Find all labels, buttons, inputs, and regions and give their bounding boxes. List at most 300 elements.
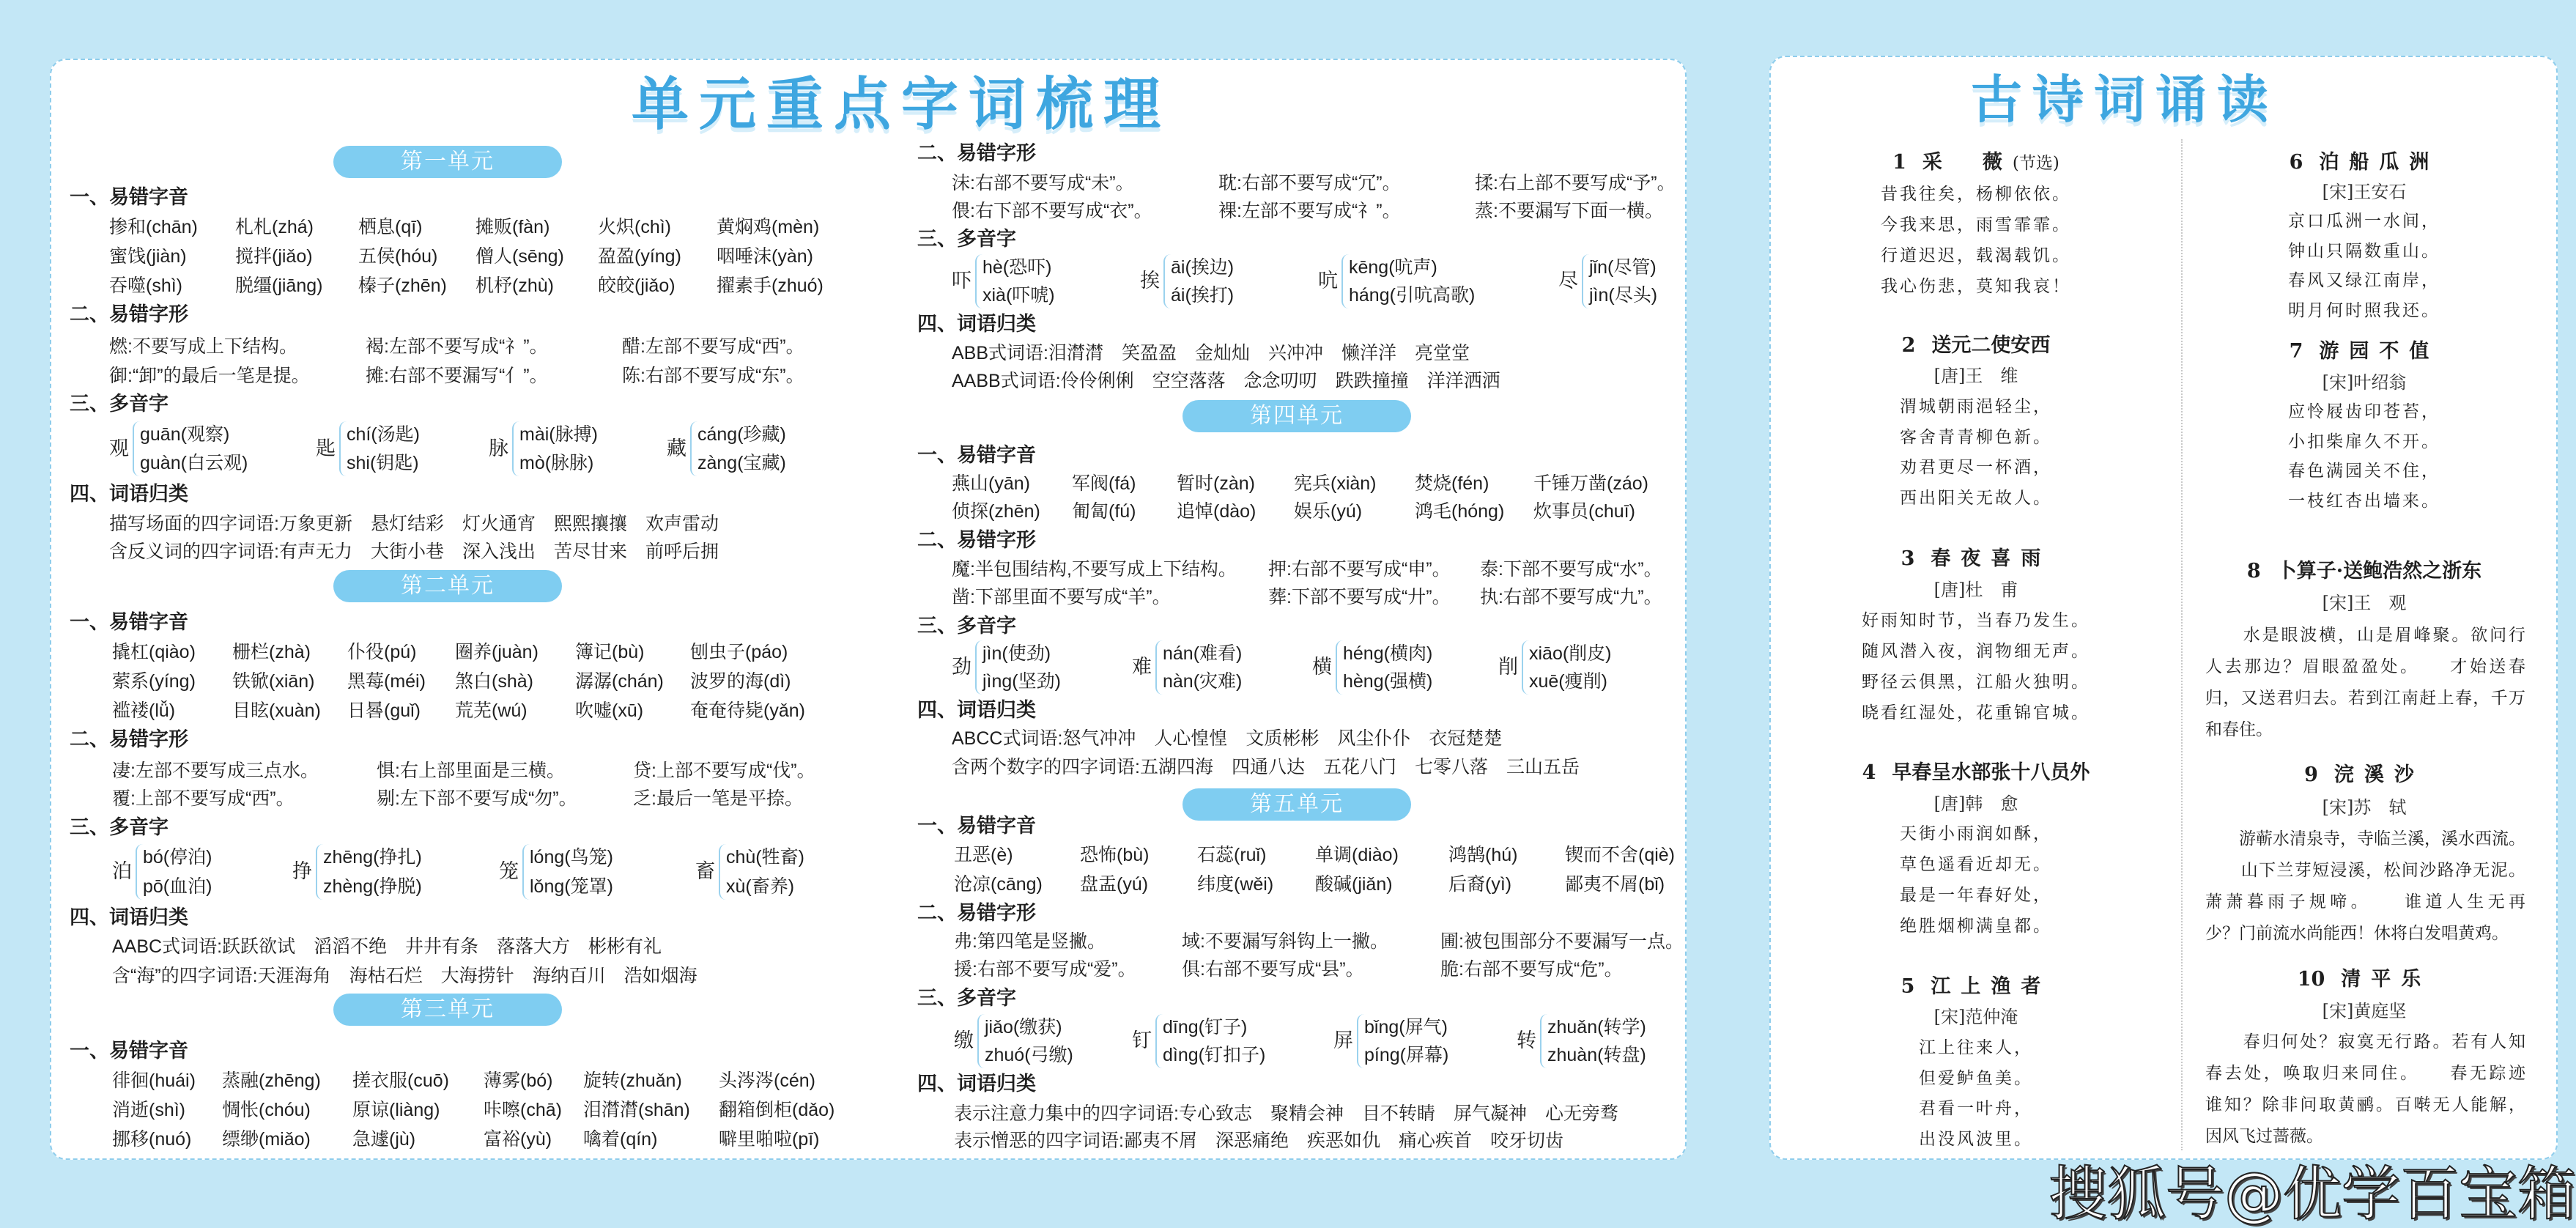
pronunciation-item: 原谅(liàng)	[352, 1100, 440, 1120]
section-heading-ziyin: 一、易错字音	[70, 1040, 188, 1062]
poem-author: [宋]黄庭坚	[2322, 1001, 2407, 1021]
brace-icon	[975, 254, 982, 308]
poem-line: 野径云俱黑，江船火独明。	[1862, 673, 2090, 692]
brace-icon	[522, 844, 530, 900]
pronunciation-item: 娱乐(yú)	[1294, 501, 1363, 522]
polyphone-reading: zhēng(挣扎)	[323, 847, 422, 868]
pronunciation-item: 消逝(shì)	[112, 1100, 186, 1120]
poem-line: 昔我往矣，杨柳依依。	[1881, 185, 2071, 204]
poem-name: 浣溪沙	[2333, 763, 2424, 786]
polyphone-char: 畜	[695, 860, 715, 883]
poem-title	[1901, 974, 2051, 999]
pronunciation-item: 萦系(yíng)	[112, 671, 196, 692]
pronunciation-item: 吹嘘(xū)	[575, 700, 644, 721]
brace-icon	[1163, 254, 1171, 308]
polyphone-reading: xù(畜养)	[726, 876, 795, 897]
polyphone-char: 横	[1312, 656, 1332, 678]
polyphone-char: 削	[1498, 656, 1518, 678]
page-title-key-words: 单元重点字词梳理	[631, 72, 1172, 138]
poem-line: 随风潜入夜，润物细无声。	[1862, 642, 2090, 661]
poem-line: 客舍青青柳色新。	[1900, 427, 2052, 447]
pronunciation-item: 搅拌(jiǎo)	[235, 246, 313, 267]
brace-icon	[977, 1014, 985, 1068]
pronunciation-item: 匍匐(fú)	[1072, 501, 1136, 522]
unit-badge: 第五单元	[1182, 788, 1411, 821]
poem-number: 8	[2246, 560, 2261, 582]
pronunciation-item: 酸碱(jiǎn)	[1315, 874, 1393, 895]
glyph-note: 俱:右部不要写成“县”。	[1182, 959, 1364, 980]
polyphone-char: 尽	[1558, 270, 1578, 292]
poem-name: 卜算子·送鲍浩然之浙东	[2276, 560, 2482, 582]
poem-line: 江上往来人，	[1919, 1038, 2033, 1057]
polyphone-reading: xiāo(削皮)	[1529, 643, 1612, 664]
poem-name: 清平乐	[2341, 968, 2432, 991]
polyphone-reading: nàn(灾难)	[1163, 671, 1243, 692]
pronunciation-item: 榛子(zhēn)	[358, 275, 447, 296]
poem-line: 萧萧暮雨子规啼。 谁道人生无再	[2205, 892, 2525, 911]
pronunciation-item: 咔嚓(chā)	[484, 1100, 562, 1120]
glyph-note: 葬:下部不要写成“廾”。	[1268, 587, 1451, 607]
glyph-note: 执:右部不要写成“九”。	[1480, 587, 1662, 607]
polyphone-reading: shi(钥匙)	[347, 453, 419, 473]
polyphone-reading: lǒng(笼罩)	[530, 876, 613, 897]
glyph-note: 惧:右上部里面是三横。	[377, 761, 565, 781]
glyph-note: 弗:第四笔是竖撇。	[954, 931, 1106, 952]
pronunciation-item: 纬度(wěi)	[1197, 874, 1274, 895]
poem-line: 行道迟迟，载渴载饥。	[1881, 246, 2071, 265]
poem-title	[1862, 761, 2090, 785]
pronunciation-item: 煞白(shà)	[455, 671, 533, 692]
poem-line: 应怜屐齿印苍苔，	[2288, 402, 2440, 421]
poem-line: 山下兰芽短浸溪，松间沙路净无泥。	[2205, 861, 2525, 880]
brace-icon	[1155, 640, 1163, 695]
poem-line: 水是眼波横，山是眉峰聚。欲问行	[2205, 626, 2525, 645]
pronunciation-item: 吞噬(shì)	[109, 275, 183, 296]
polyphone-reading: ái(挨打)	[1171, 285, 1235, 306]
glyph-note: 偎:右下部不要写成“衣”。	[952, 201, 1152, 221]
polyphone-char: 屏	[1333, 1029, 1353, 1052]
polyphone-char: 吓	[952, 270, 971, 292]
brace-icon	[1522, 640, 1529, 695]
brace-icon	[1540, 1014, 1547, 1068]
glyph-note: 御:“卸”的最后一笔是提。	[109, 366, 310, 386]
word-group-line: 表示注意力集中的四字词语:专心致志 聚精会神 目不转睛 屏气凝神 心无旁骛	[954, 1103, 1618, 1124]
pronunciation-item: 宪兵(xiàn)	[1294, 473, 1377, 494]
section-heading-ziyin: 一、易错字音	[70, 611, 188, 634]
polyphone-reading: āi(挨边)	[1171, 257, 1235, 278]
pronunciation-item: 簿记(bù)	[575, 642, 645, 662]
pronunciation-item: 仆役(pú)	[347, 642, 417, 662]
section-heading-zixing: 二、易错字形	[70, 303, 188, 326]
pronunciation-item: 后裔(yì)	[1448, 874, 1512, 895]
poem-title	[2247, 559, 2481, 584]
polyphone-reading: jǐn(尽管)	[1589, 257, 1657, 278]
brace-icon	[1336, 640, 1343, 695]
pronunciation-item: 泪潸潸(shān)	[583, 1100, 690, 1120]
pronunciation-item: 目眩(xuàn)	[232, 700, 321, 721]
pronunciation-item: 石蕊(ruǐ)	[1197, 845, 1267, 865]
poem-name: 泊船瓜洲	[2319, 151, 2440, 174]
section-heading-duoyin: 三、多音字	[70, 393, 169, 415]
poem-name: 春夜喜雨	[1931, 547, 2051, 570]
page-title-ancient-poems: 古诗词诵读	[1971, 70, 2279, 130]
pronunciation-item: 薄雾(bó)	[484, 1070, 553, 1091]
polyphone-reading: xuē(瘦削)	[1529, 671, 1607, 692]
pronunciation-item: 盈盈(yíng)	[598, 246, 681, 267]
polyphone-reading: pō(血泊)	[143, 876, 212, 897]
section-heading-ziyin: 一、易错字音	[70, 186, 188, 209]
brace-icon	[1341, 254, 1349, 308]
pronunciation-item: 圈养(juàn)	[455, 642, 538, 662]
polyphone-reading: zhuó(弓缴)	[985, 1045, 1073, 1065]
pronunciation-item: 追悼(dào)	[1177, 501, 1256, 522]
glyph-note: 泰:下部不要写成“水”。	[1480, 559, 1662, 580]
glyph-note: 摊:右部不要漏写“亻”。	[366, 366, 548, 386]
brace-icon	[512, 421, 519, 476]
poem-number: 5	[1900, 975, 1915, 998]
glyph-note: 援:右部不要写成“爱”。	[954, 959, 1136, 980]
poem-title	[2290, 150, 2440, 175]
pronunciation-item: 富裕(yù)	[484, 1129, 552, 1150]
poem-line: 少？门前流水尚能西！休将白发唱黄鸡。	[2205, 924, 2509, 943]
pronunciation-item: 噼里啪啦(pī)	[719, 1129, 820, 1150]
polyphone-reading: xià(吓唬)	[982, 285, 1055, 306]
polyphone-char: 泊	[112, 860, 132, 883]
section-heading-duoyin: 三、多音字	[917, 615, 1016, 637]
polyphone-char: 难	[1132, 656, 1152, 678]
poem-number: 9	[2304, 763, 2318, 786]
section-heading-duoyin: 三、多音字	[70, 816, 169, 839]
pronunciation-item: 缥缈(miǎo)	[222, 1129, 311, 1150]
unit-badge: 第四单元	[1182, 400, 1411, 432]
polyphone-reading: chù(牲畜)	[726, 847, 804, 868]
polyphone-reading: bó(停泊)	[143, 847, 212, 868]
poem-number: 2	[1901, 334, 1916, 357]
poem-line: 明月何时照我还。	[2288, 300, 2440, 320]
pronunciation-item: 惆怅(chóu)	[222, 1100, 311, 1120]
poem-line: 春色满园关不住，	[2288, 462, 2440, 481]
pronunciation-item: 锲而不舍(qiè)	[1565, 845, 1676, 865]
poem-line: 草色遥看近却无。	[1900, 855, 2052, 874]
poem-line: 春风又绿江南岸，	[2288, 271, 2440, 290]
polyphone-reading: zhèng(挣脱)	[323, 876, 422, 897]
poem-number: 10	[2297, 968, 2325, 991]
poem-line: 钟山只隔数重山。	[2288, 241, 2440, 261]
brace-icon	[339, 421, 347, 476]
poem-line: 谁知？除非问取黄鹂。百啭无人能解，	[2205, 1095, 2525, 1114]
poem-name: 送元二使安西	[1931, 334, 2051, 357]
pronunciation-item: 搓衣服(cuō)	[352, 1070, 449, 1091]
glyph-note: 耽:右部不要写成“冗”。	[1218, 173, 1401, 193]
poem-note: (节选)	[2012, 154, 2059, 173]
poem-line: 人去那边？眉眼盈盈处。 才始送春	[2205, 657, 2525, 676]
poem-line: 归，又送君归去。若到江南赶上春，千万	[2205, 689, 2525, 708]
poem-author: [唐]杜 甫	[1933, 580, 2018, 600]
poem-line: 因风飞过蔷薇。	[2205, 1127, 2323, 1146]
polyphone-reading: héng(横肉)	[1343, 643, 1433, 664]
poem-number: 7	[2289, 340, 2303, 363]
poem-line: 劝君更尽一杯酒，	[1900, 458, 2052, 477]
word-group-line: ABCC式词语:怒气冲冲 人心惶惶 文质彬彬 风尘仆仆 衣冠楚楚	[952, 728, 1503, 749]
pronunciation-item: 皎皎(jiǎo)	[598, 275, 676, 296]
poem-line: 一枝红杏出墙来。	[2288, 491, 2440, 511]
poem-author: [宋]王 观	[2322, 593, 2407, 613]
pronunciation-item: 徘徊(huái)	[112, 1070, 196, 1091]
pronunciation-item: 单调(diào)	[1315, 845, 1399, 865]
pronunciation-item: 擢素手(zhuó)	[717, 275, 823, 296]
pronunciation-item: 沧凉(cāng)	[954, 874, 1043, 895]
pronunciation-item: 焚烧(fén)	[1415, 473, 1489, 494]
pronunciation-item: 铁锨(xiān)	[232, 671, 315, 692]
polyphone-reading: jìn(尽头)	[1589, 285, 1658, 306]
poem-line: 但爱鲈鱼美。	[1919, 1068, 2033, 1088]
polyphone-reading: guān(观察)	[140, 424, 230, 445]
pronunciation-item: 丑恶(è)	[954, 845, 1013, 865]
pronunciation-item: 燕山(yān)	[952, 473, 1030, 494]
brace-icon	[1357, 1014, 1364, 1068]
pronunciation-item: 急遽(jù)	[352, 1129, 416, 1150]
poem-title	[2298, 967, 2432, 992]
pronunciation-item: 恐怖(bù)	[1080, 845, 1150, 865]
pronunciation-item: 荒芜(wú)	[455, 700, 528, 721]
pronunciation-item: 火炽(chì)	[598, 217, 672, 237]
glyph-note: 脆:右部不要写成“危”。	[1440, 959, 1623, 980]
polyphone-reading: píng(屏幕)	[1364, 1045, 1449, 1065]
pronunciation-item: 日晷(guǐ)	[347, 700, 421, 721]
column-divider	[2181, 139, 2183, 1150]
polyphone-reading: mài(脉搏)	[519, 424, 598, 445]
glyph-note: 蒸:不要漏写下面一横。	[1475, 201, 1663, 221]
polyphone-char: 缴	[954, 1029, 974, 1052]
pronunciation-item: 蜜饯(jiàn)	[109, 246, 187, 267]
pronunciation-item: 盘盂(yú)	[1080, 874, 1149, 895]
pronunciation-item: 撬杠(qiào)	[112, 642, 196, 662]
poem-line: 西出阳关无故人。	[1900, 488, 2052, 508]
glyph-note: 贷:上部不要写成“伐”。	[633, 761, 815, 781]
poem-line: 出没风波里。	[1919, 1129, 2033, 1149]
pronunciation-item: 僧人(sēng)	[475, 246, 564, 267]
glyph-note: 乏:最后一笔是平捺。	[633, 788, 803, 809]
polyphone-reading: lóng(鸟笼)	[530, 847, 613, 868]
polyphone-char: 挣	[292, 860, 312, 883]
poem-author: [宋]王安石	[2322, 182, 2407, 202]
pronunciation-item: 潺潺(chán)	[575, 671, 664, 692]
polyphone-reading: cáng(珍藏)	[697, 424, 786, 445]
polyphone-reading: háng(引吭高歌)	[1349, 285, 1476, 306]
poem-number: 1	[1892, 151, 1906, 174]
glyph-note: 剔:左下部不要写成“勿”。	[377, 788, 577, 809]
pronunciation-item: 千锤万凿(záo)	[1533, 473, 1648, 494]
brace-icon	[133, 421, 140, 476]
glyph-note: 醋:左部不要写成“西”。	[622, 336, 804, 357]
watermark: 搜狐号@优学百宝箱	[2048, 1160, 2576, 1228]
word-group-line: 表示憎恶的四字词语:鄙夷不屑 深恶痛绝 疾恶如仇 痛心疾首 咬牙切齿	[954, 1131, 1563, 1151]
poem-line: 晓看红湿处，花重锦官城。	[1862, 703, 2090, 722]
pronunciation-item: 栅栏(zhà)	[232, 642, 311, 662]
pronunciation-item: 旋转(zhuǎn)	[583, 1070, 682, 1091]
glyph-note: 沫:右部不要写成“未”。	[952, 173, 1134, 193]
glyph-note: 裸:左部不要写成“礻”。	[1218, 201, 1401, 221]
poem-author: [宋]苏 轼	[2322, 797, 2407, 818]
brace-icon	[719, 844, 726, 900]
poem-line: 绝胜烟柳满皇都。	[1900, 917, 2052, 936]
polyphone-char: 脉	[489, 437, 508, 460]
pronunciation-item: 黄焖鸡(mèn)	[717, 217, 820, 237]
pronunciation-item: 五侯(hóu)	[358, 246, 438, 267]
section-heading-zixing: 二、易错字形	[917, 142, 1036, 165]
pronunciation-item: 头涔涔(cén)	[719, 1070, 815, 1091]
word-group-line: AABB式词语:伶伶俐俐 空空落落 念念叨叨 跌跌撞撞 洋洋洒洒	[952, 371, 1500, 391]
brace-icon	[690, 421, 697, 476]
pronunciation-item: 栖息(qī)	[358, 217, 423, 237]
pronunciation-item: 咽唾沫(yàn)	[717, 246, 813, 267]
pronunciation-item: 侦探(zhēn)	[952, 501, 1040, 522]
poem-line: 春归何处？寂寞无行路。若有人知	[2205, 1032, 2525, 1051]
unit-badge: 第二单元	[333, 570, 562, 602]
brace-icon	[975, 640, 982, 695]
poem-title	[1901, 547, 2051, 572]
poem-line: 小扣柴扉久不开。	[2288, 432, 2440, 451]
unit-badge: 第一单元	[333, 146, 562, 178]
section-heading-zixing: 二、易错字形	[917, 529, 1036, 552]
polyphone-reading: zhuàn(转盘)	[1547, 1045, 1646, 1065]
poem-author: [宋]范仲淹	[1933, 1007, 2018, 1027]
poem-author: [宋]叶绍翁	[2322, 372, 2407, 393]
poem-name: 江上渔者	[1931, 975, 2051, 998]
section-heading-ziyin: 一、易错字音	[917, 444, 1036, 467]
polyphone-reading: zhuǎn(转学)	[1547, 1017, 1646, 1037]
word-group-line: ABB式词语:泪潸潸 笑盈盈 金灿灿 兴冲冲 懒洋洋 亮堂堂	[952, 343, 1470, 363]
poem-title	[1902, 333, 2051, 358]
pronunciation-item: 波罗的海(dì)	[690, 671, 791, 692]
word-group-line: 含反义词的四字词语:有声无力 大街小巷 深入浅出 苦尽甘来 前呼后拥	[109, 541, 719, 562]
section-heading-ciyu: 四、词语归类	[917, 1073, 1036, 1095]
section-heading-duoyin: 三、多音字	[917, 228, 1016, 251]
pronunciation-item: 蒸融(zhēng)	[222, 1070, 321, 1091]
pronunciation-item: 脱缰(jiāng)	[235, 275, 323, 296]
polyphone-reading: zàng(宝藏)	[697, 453, 786, 473]
glyph-note: 押:右部不要写成“申”。	[1268, 559, 1451, 580]
glyph-note: 域:不要漏写斜钩上一撇。	[1182, 931, 1388, 952]
polyphone-char: 藏	[667, 437, 686, 460]
word-group-line: 描写场面的四字词语:万象更新 悬灯结彩 灯火通宵 熙熙攘攘 欢声雷动	[109, 514, 719, 534]
polyphone-char: 挨	[1140, 270, 1160, 292]
polyphone-reading: mò(脉脉)	[519, 453, 594, 473]
poem-title	[1892, 150, 2059, 176]
word-group-line: AABC式词语:跃跃欲试 滔滔不绝 井井有条 落落大方 彬彬有礼	[112, 936, 662, 957]
polyphone-char: 匙	[316, 437, 336, 460]
polyphone-reading: dīng(钉子)	[1163, 1017, 1248, 1037]
poem-name: 早春呈水部张十八员外	[1892, 761, 2090, 784]
pronunciation-item: 挪移(nuó)	[112, 1129, 192, 1150]
poem-author: [唐]韩 愈	[1933, 794, 2018, 814]
pronunciation-item: 翻箱倒柜(dǎo)	[719, 1100, 835, 1120]
polyphone-reading: nán(难看)	[1163, 643, 1243, 664]
poem-line: 游蕲水清泉寺，寺临兰溪，溪水西流。	[2205, 829, 2525, 848]
section-heading-ziyin: 一、易错字音	[917, 815, 1036, 837]
pronunciation-item: 奄奄待毙(yǎn)	[690, 700, 805, 721]
glyph-note: 凿:下部里面不要写成“羊”。	[952, 587, 1171, 607]
brace-icon	[316, 844, 323, 900]
poem-title	[2290, 339, 2440, 364]
unit-badge: 第三单元	[333, 994, 562, 1026]
poem-line: 好雨知时节，当春乃发生。	[1862, 611, 2090, 630]
poem-author: [唐]王 维	[1933, 366, 2018, 386]
poem-number: 6	[2289, 151, 2303, 174]
poem-line: 渭城朝雨浥轻尘，	[1900, 397, 2052, 416]
poem-line: 天街小雨润如酥，	[1900, 824, 2052, 843]
word-group-line: 含“海”的四字词语:天涯海角 海枯石烂 大海捞针 海纳百川 浩如烟海	[112, 966, 697, 986]
poem-name: 采 薇	[1922, 151, 2013, 174]
section-heading-ciyu: 四、词语归类	[70, 483, 188, 506]
brace-icon	[136, 844, 143, 900]
polyphone-reading: jiǎo(缴获)	[985, 1017, 1062, 1037]
poem-name: 游园不值	[2319, 340, 2440, 363]
glyph-note: 圃:被包围部分不要漏写一点。	[1440, 931, 1684, 952]
polyphone-char: 笼	[499, 860, 519, 883]
section-heading-duoyin: 三、多音字	[917, 987, 1016, 1010]
brace-icon	[1582, 254, 1589, 308]
pronunciation-item: 鄙夷不屑(bǐ)	[1565, 874, 1665, 895]
pronunciation-item: 暂时(zàn)	[1177, 473, 1255, 494]
polyphone-char: 吭	[1318, 270, 1338, 292]
polyphone-reading: dìng(钉扣子)	[1163, 1045, 1266, 1065]
polyphone-reading: guàn(白云观)	[140, 453, 248, 473]
pronunciation-item: 褴褛(lǚ)	[112, 700, 176, 721]
glyph-note: 揉:右上部不要写成“予”。	[1475, 173, 1676, 193]
polyphone-reading: jìn(使劲)	[982, 643, 1051, 664]
pronunciation-item: 鸿鹄(hú)	[1448, 845, 1518, 865]
pronunciation-item: 掺和(chān)	[109, 217, 198, 237]
pronunciation-item: 刨虫子(páo)	[690, 642, 788, 662]
glyph-note: 陈:右部不要写成“东”。	[622, 366, 804, 386]
polyphone-char: 钉	[1132, 1029, 1152, 1052]
polyphone-char: 转	[1517, 1029, 1536, 1052]
poem-line: 春去处，唤取归来同住。 春无踪迹	[2205, 1064, 2525, 1083]
pronunciation-item: 军阀(fá)	[1072, 473, 1136, 494]
section-heading-ciyu: 四、词语归类	[70, 906, 188, 929]
pronunciation-item: 札札(zhá)	[235, 217, 314, 237]
glyph-note: 凄:左部不要写成三点水。	[112, 761, 319, 781]
pronunciation-item: 鸿毛(hóng)	[1415, 501, 1505, 522]
brace-icon	[1155, 1014, 1163, 1068]
poem-line: 和春住。	[2205, 720, 2273, 739]
polyphone-reading: bǐng(屏气)	[1364, 1017, 1448, 1037]
poem-line: 京口瓜洲一水间，	[2288, 212, 2440, 231]
poem-line: 君看一叶舟，	[1919, 1099, 2033, 1118]
polyphone-reading: chí(汤匙)	[347, 424, 421, 445]
section-heading-ciyu: 四、词语归类	[917, 699, 1036, 722]
pronunciation-item: 炊事员(chuī)	[1533, 501, 1635, 522]
pronunciation-item: 噙着(qín)	[583, 1129, 658, 1150]
polyphone-reading: hè(恐吓)	[982, 257, 1052, 278]
section-heading-zixing: 二、易错字形	[917, 902, 1036, 925]
polyphone-reading: kēng(吭声)	[1349, 257, 1437, 278]
poem-title	[2304, 763, 2424, 788]
poem-number: 4	[1862, 761, 1876, 784]
polyphone-reading: hèng(强横)	[1343, 671, 1433, 692]
pronunciation-item: 摊贩(fàn)	[475, 217, 550, 237]
section-heading-zixing: 二、易错字形	[70, 728, 188, 751]
polyphone-char: 观	[109, 437, 129, 460]
glyph-note: 魔:半包围结构,不要写成上下结构。	[952, 559, 1237, 580]
poem-number: 3	[1900, 547, 1915, 570]
glyph-note: 覆:上部不要写成“西”。	[112, 788, 295, 809]
polyphone-reading: jìng(坚劲)	[982, 671, 1061, 692]
poem-line: 我心伤悲，莫知我哀！	[1881, 277, 2071, 296]
glyph-note: 燃:不要写成上下结构。	[109, 336, 297, 357]
pronunciation-item: 黑莓(méi)	[347, 671, 426, 692]
